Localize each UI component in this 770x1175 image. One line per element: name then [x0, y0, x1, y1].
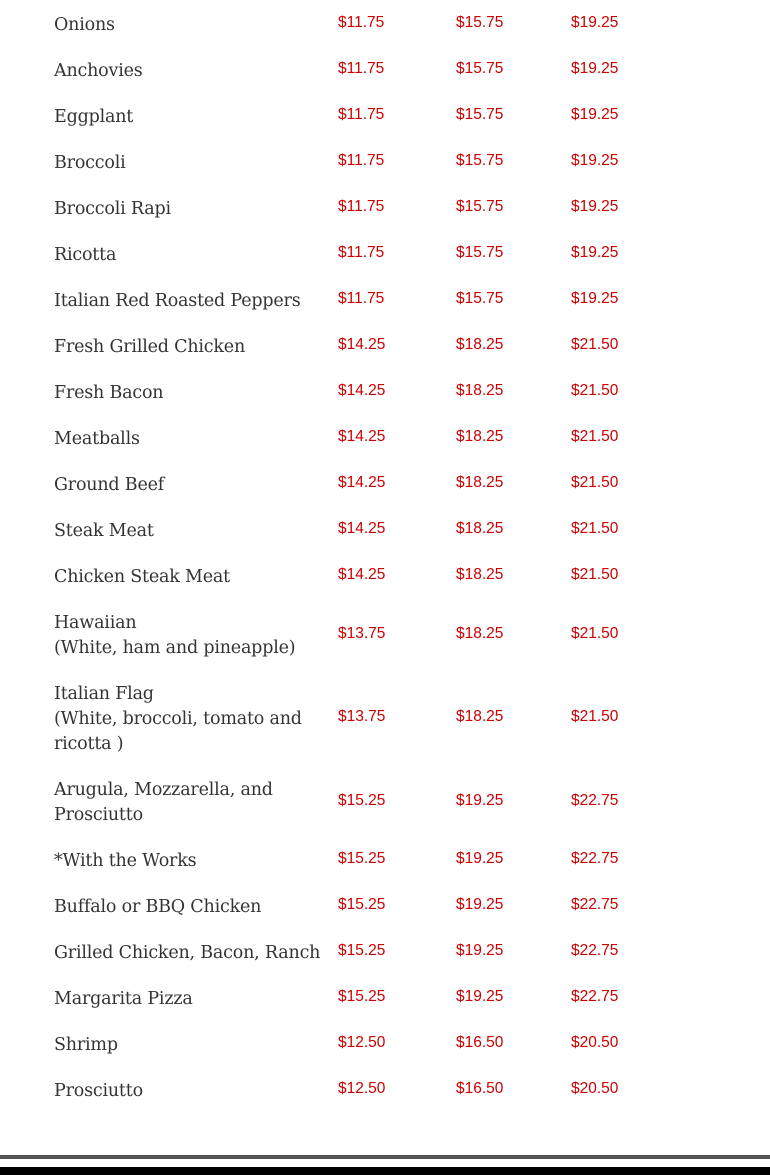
- menu-item-row: [0, 1068, 770, 1114]
- menu-item-name-line: Italian Flag: [54, 683, 154, 704]
- price-medium: $15.75: [456, 290, 504, 307]
- price-small: $11.75: [338, 290, 385, 307]
- menu-item-name-line: Anchovies: [54, 60, 143, 81]
- price-large: $22.75: [571, 791, 619, 809]
- menu-item-name: [0, 197, 338, 222]
- menu-item-name-line: Onions: [54, 14, 115, 35]
- price-large: $19.25: [571, 106, 619, 123]
- menu-item-name: [0, 151, 338, 176]
- menu-item-name-line: Broccoli: [54, 152, 126, 173]
- price-medium: $16.50: [456, 1034, 504, 1051]
- menu-item-name-line: *With the Works: [54, 850, 197, 871]
- menu-item-name-line: Italian Red Roasted Peppers: [54, 290, 301, 311]
- price-small: $12.50: [338, 1034, 386, 1051]
- price-large: $22.75: [571, 988, 619, 1005]
- price-small: $11.75: [338, 152, 385, 169]
- menu-item-name-line: (White, broccoli, tomato and: [54, 708, 302, 729]
- price-small: $15.25: [338, 942, 386, 959]
- price-small: $11.75: [338, 106, 385, 123]
- menu-item-row: [0, 671, 770, 767]
- price-small: $14.25: [338, 474, 386, 491]
- price-medium: $18.25: [456, 708, 504, 725]
- price-medium: $18.25: [456, 336, 504, 353]
- menu-item-row: [0, 508, 770, 554]
- price-large: $20.50: [571, 1034, 619, 1051]
- menu-item-name: [0, 335, 338, 360]
- menu-item-row: [0, 94, 770, 140]
- menu-item-row: [0, 554, 770, 600]
- price-small: $11.75: [338, 198, 385, 215]
- menu-item-row: [0, 838, 770, 884]
- price-large: $21.50: [571, 474, 619, 491]
- price-large: $19.25: [571, 244, 619, 261]
- price-large: $22.75: [571, 896, 619, 913]
- price-large: $21.50: [571, 566, 619, 583]
- price-large: $21.50: [571, 708, 619, 725]
- menu-item-row: [0, 416, 770, 462]
- menu-item-name: [0, 682, 338, 757]
- price-small: $11.75: [338, 244, 385, 261]
- menu-item-row: [0, 278, 770, 324]
- menu-item-name: [0, 849, 338, 874]
- menu-item-name-line: Ricotta: [54, 244, 117, 265]
- price-small: $15.25: [338, 988, 386, 1005]
- price-small: $15.25: [338, 896, 386, 913]
- price-small: $11.75: [338, 60, 385, 77]
- menu-item-row: [0, 48, 770, 94]
- price-medium: $18.25: [456, 624, 504, 642]
- price-medium: $19.25: [456, 791, 504, 809]
- price-medium: $19.25: [456, 988, 504, 1005]
- price-medium: $15.75: [456, 198, 504, 215]
- price-medium: $15.75: [456, 152, 504, 169]
- price-large: $21.50: [571, 624, 619, 642]
- menu-item-name-line: ricotta ): [54, 733, 124, 754]
- price-medium: $16.50: [456, 1080, 504, 1097]
- menu-item-name: [0, 381, 338, 406]
- menu-item-name-line: Prosciutto: [54, 1080, 143, 1101]
- menu-item-row: [0, 930, 770, 976]
- menu-item-row: [0, 140, 770, 186]
- menu-item-name: [0, 778, 338, 828]
- price-large: $21.50: [571, 336, 619, 353]
- menu-item-name-line: Fresh Bacon: [54, 382, 164, 403]
- menu-item-name-line: Broccoli Rapi: [54, 198, 171, 219]
- price-small: $14.25: [338, 336, 386, 353]
- menu-item-name-line: Eggplant: [54, 106, 134, 127]
- menu-item-name: [0, 59, 338, 84]
- menu-item-name: [0, 941, 338, 966]
- menu-item-name-line: Prosciutto: [54, 804, 143, 825]
- price-large: $21.50: [571, 382, 619, 399]
- menu-item-name: [0, 105, 338, 130]
- price-medium: $15.75: [456, 106, 504, 123]
- menu-item-name-line: Chicken Steak Meat: [54, 566, 230, 587]
- price-large: $19.25: [571, 14, 619, 31]
- footer-bar: [0, 1167, 770, 1175]
- price-medium: $15.75: [456, 60, 504, 77]
- menu-item-name: [0, 289, 338, 314]
- menu-item-row: [0, 976, 770, 1022]
- price-medium: $18.25: [456, 520, 504, 537]
- price-medium: $19.25: [456, 942, 504, 959]
- menu-item-name: [0, 1079, 338, 1104]
- price-medium: $19.25: [456, 896, 504, 913]
- menu-item-name-line: Arugula, Mozzarella, and: [54, 779, 273, 800]
- menu-item-name: [0, 13, 338, 38]
- menu-item-name-line: (White, ham and pineapple): [54, 637, 296, 658]
- price-large: $22.75: [571, 850, 619, 867]
- price-small: $14.25: [338, 382, 386, 399]
- menu-item-row: [0, 767, 770, 838]
- price-medium: $15.75: [456, 244, 504, 261]
- price-large: $20.50: [571, 1080, 619, 1097]
- price-medium: $19.25: [456, 850, 504, 867]
- menu-item-name-line: Hawaiian: [54, 612, 137, 633]
- menu-item-name: [0, 895, 338, 920]
- menu-item-row: [0, 324, 770, 370]
- price-small: $14.25: [338, 428, 386, 445]
- price-small: $12.50: [338, 1080, 386, 1097]
- price-large: $21.50: [571, 520, 619, 537]
- menu-item-name: [0, 565, 338, 590]
- menu-item-row: [0, 2, 770, 48]
- price-medium: $18.25: [456, 474, 504, 491]
- price-small: $14.25: [338, 566, 386, 583]
- menu-item-name: [0, 611, 338, 661]
- price-small: $14.25: [338, 520, 386, 537]
- menu-item-name-line: Grilled Chicken, Bacon, Ranch: [54, 942, 321, 963]
- menu-item-name: [0, 519, 338, 544]
- menu-item-row: [0, 370, 770, 416]
- price-large: $22.75: [571, 942, 619, 959]
- price-small: $11.75: [338, 14, 385, 31]
- menu-item-name-line: Ground Beef: [54, 474, 165, 495]
- menu-item-name-line: Margarita Pizza: [54, 988, 193, 1009]
- menu-item-name: [0, 473, 338, 498]
- price-small: $13.75: [338, 624, 386, 642]
- menu-item-name: [0, 987, 338, 1012]
- menu-item-name-line: Fresh Grilled Chicken: [54, 336, 246, 357]
- menu-item-row: [0, 600, 770, 671]
- price-large: $19.25: [571, 290, 619, 307]
- menu-item-name-line: Steak Meat: [54, 520, 154, 541]
- price-medium: $18.25: [456, 428, 504, 445]
- price-medium: $18.25: [456, 566, 504, 583]
- price-large: $19.25: [571, 60, 619, 77]
- price-small: $13.75: [338, 708, 386, 725]
- menu-item-name: [0, 1033, 338, 1058]
- price-large: $21.50: [571, 428, 619, 445]
- price-large: $19.25: [571, 198, 619, 215]
- menu-item-name-line: Shrimp: [54, 1034, 118, 1055]
- price-small: $15.25: [338, 791, 386, 809]
- menu-item-row: [0, 186, 770, 232]
- price-medium: $18.25: [456, 382, 504, 399]
- price-small: $15.25: [338, 850, 386, 867]
- menu-item-name: [0, 243, 338, 268]
- menu-item-row: [0, 1022, 770, 1068]
- menu-item-row: [0, 462, 770, 508]
- menu-item-name: [0, 427, 338, 452]
- menu-item-name-line: Meatballs: [54, 428, 140, 449]
- menu-item-row: [0, 884, 770, 930]
- price-large: $19.25: [571, 152, 619, 169]
- menu-item-name-line: Buffalo or BBQ Chicken: [54, 896, 262, 917]
- section-divider: [0, 1155, 770, 1159]
- price-medium: $15.75: [456, 14, 504, 31]
- menu-item-row: [0, 232, 770, 278]
